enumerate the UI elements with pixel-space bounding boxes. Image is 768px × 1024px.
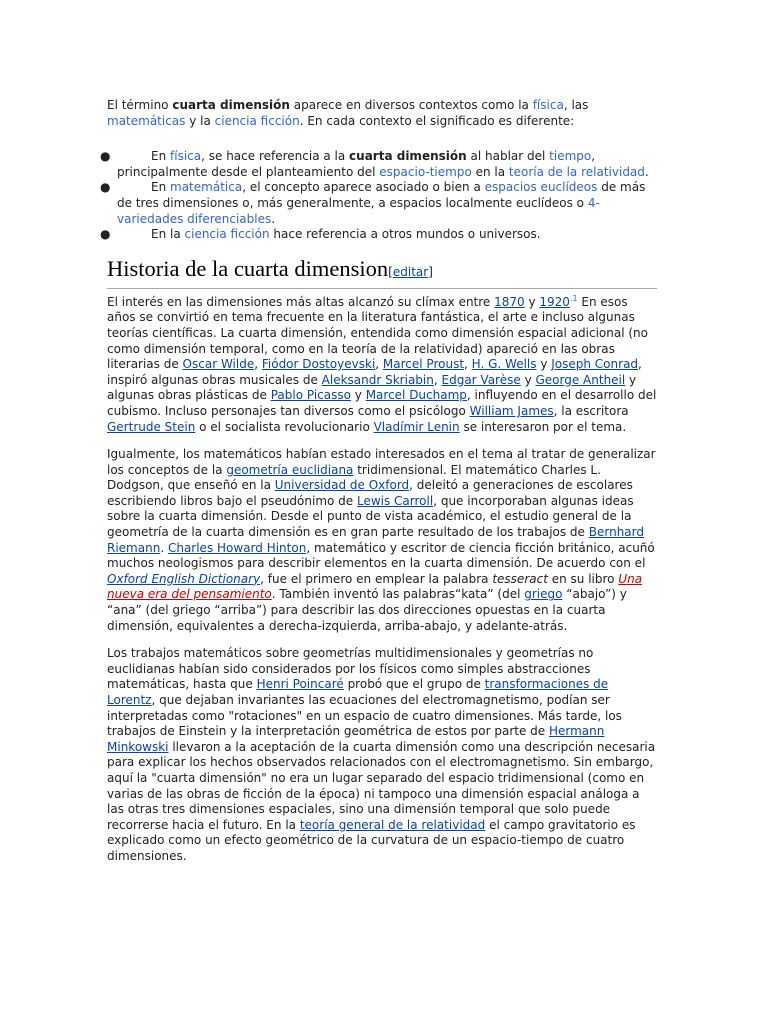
text: , el concepto aparece asociado o bien a bbox=[242, 180, 485, 195]
link-lenin[interactable]: Vladímir Lenin bbox=[373, 419, 460, 434]
text: tridimensional. El matemático Charles L. Dodgson, que enseñó en la bbox=[107, 462, 601, 493]
text: se interesaron por el tema. bbox=[459, 419, 627, 434]
text: El interés en las dimensiones más altas alcanzó su clímax entre bbox=[107, 294, 495, 309]
edit-link[interactable]: editar bbox=[392, 264, 429, 279]
link-gertrude-stein[interactable]: Gertrude Stein bbox=[107, 419, 196, 434]
bullet-icon: ● bbox=[100, 149, 111, 164]
text: , que incorporaban algunas ideas sobre la cuarta dimensión. Desde el punto de vista académico, el estudio general de la geometría de la cuarta dimensión es en gran parte resultado de los trabajos de bbox=[107, 493, 634, 540]
link-duchamp[interactable]: Marcel Duchamp bbox=[365, 388, 467, 403]
text: En esos años se convirtió en tema frecuente en la literatura fantástica, el arte e incluso algunas teorías científicas. La cuarta dimensión, entendida como dimensión espacial adicional (no como dimensión temporal, como en la teoría de la relatividad) apareció en las obras literarias de bbox=[107, 294, 649, 372]
link-espacio-tiempo[interactable]: espacio-tiempo bbox=[379, 164, 472, 179]
link-conrad[interactable]: Joseph Conrad bbox=[551, 357, 639, 372]
text: el campo gravitatorio es explicado como un efecto geométrico de la curvatura de un espacio-tiempo de cuatro dimensiones. bbox=[107, 817, 636, 863]
link-proust[interactable]: Marcel Proust bbox=[382, 357, 465, 372]
link-relatividad-general[interactable]: teoría general de la relatividad bbox=[299, 817, 486, 832]
text: En bbox=[151, 180, 171, 195]
link-fisica[interactable]: física bbox=[170, 149, 202, 164]
text: , que dejaban invariantes las ecuaciones del electromagnetismo, podían ser interpretadas como "rotaciones" en un espacio de cuatro dimensiones. Más tarde, los trabajos de Einstein y la interpretación geométrica de estos por parte de bbox=[107, 693, 622, 739]
bracket-close: ] bbox=[428, 264, 433, 279]
link-oscar-wilde[interactable]: Oscar Wilde bbox=[182, 357, 255, 372]
text: y bbox=[536, 357, 552, 372]
text: y bbox=[520, 372, 536, 387]
link-1920[interactable]: 1920 bbox=[539, 294, 570, 309]
text: Los trabajos matemáticos sobre geometrías multidimensionales y geometrías no euclidianas habían sido considerados por los físicos como simples abstracciones matemáticas, hasta que bbox=[107, 646, 594, 692]
text: , influyendo en el desarrollo del cubismo. Incluso personajes tan diversos como el psicólogo bbox=[107, 388, 657, 418]
link-oed[interactable]: Oxford English Dictionary bbox=[107, 571, 261, 586]
bold-term: cuarta dimensión bbox=[349, 149, 467, 164]
text: , bbox=[433, 372, 442, 387]
italic-term: tesseract bbox=[492, 571, 548, 586]
link-teoria-relatividad[interactable]: teoría de la relatividad bbox=[508, 164, 645, 179]
text: . bbox=[644, 164, 649, 179]
link-picasso[interactable]: Pablo Picasso bbox=[270, 388, 351, 403]
link-fisica[interactable]: física bbox=[532, 98, 564, 112]
bracket-open: [ bbox=[388, 264, 393, 279]
context-list bbox=[100, 149, 657, 243]
link-dostoyevski[interactable]: Fiódor Dostoyevski bbox=[261, 357, 376, 372]
bold-term: cuarta dimensión bbox=[172, 98, 290, 112]
link-griego[interactable]: griego bbox=[524, 587, 563, 602]
text: y algunas obras plásticas de bbox=[107, 372, 637, 403]
text: y bbox=[350, 388, 366, 403]
link-riemann[interactable]: Bernhard Riemann bbox=[107, 525, 644, 555]
text: y bbox=[524, 294, 540, 309]
text: , bbox=[254, 357, 262, 372]
link-espacios-euclideos[interactable]: espacios euclídeos bbox=[484, 180, 598, 195]
link-nueva-era[interactable]: Una nueva era del pensamiento bbox=[107, 571, 643, 602]
list-item bbox=[100, 227, 657, 243]
paragraph-1 bbox=[107, 295, 657, 435]
footnote-ref[interactable]: .1 bbox=[569, 293, 578, 303]
text: y la bbox=[185, 113, 215, 128]
link-ciencia-ficcion[interactable]: ciencia ficción bbox=[184, 227, 270, 242]
text: El término bbox=[107, 98, 173, 112]
text: o el socialista revolucionario bbox=[195, 419, 374, 434]
text: , la escritora bbox=[553, 403, 629, 418]
text: , principalmente desde el planteamiento del bbox=[117, 149, 596, 179]
text: aparece en diversos contextos como la bbox=[289, 98, 533, 112]
text: . bbox=[271, 211, 276, 226]
edit-bracket bbox=[388, 265, 433, 279]
link-1870[interactable]: 1870 bbox=[494, 294, 525, 309]
text: hace referencia a otros mundos o universos. bbox=[269, 227, 541, 242]
text: , bbox=[375, 357, 383, 372]
text: . En cada contexto el significado es diferente: bbox=[299, 113, 575, 128]
text: , inspiró algunas obras musicales de bbox=[107, 357, 642, 387]
link-hinton[interactable]: Charles Howard Hinton bbox=[167, 540, 307, 555]
link-minkowski[interactable]: Hermann Minkowski bbox=[107, 724, 605, 754]
link-skriabin[interactable]: Aleksandr Skriabin bbox=[321, 372, 434, 387]
text: . También inventó las palabras“kata” (del bbox=[271, 587, 525, 602]
link-lewis-carroll[interactable]: Lewis Carroll bbox=[356, 493, 434, 508]
text: En la bbox=[151, 227, 185, 242]
list-item bbox=[100, 180, 657, 227]
text: , deleitó a generaciones de escolares escribiendo libros bajo el pseudónimo de bbox=[107, 478, 633, 508]
link-oxford[interactable]: Universidad de Oxford bbox=[274, 478, 410, 493]
paragraph-2 bbox=[107, 447, 657, 634]
text: al hablar del bbox=[466, 149, 550, 164]
text: llevaron a la aceptación de la cuarta dimensión como una descripción necesaria para explicar los hechos observados relacionados con el electromagnetismo. Sin embargo, aquí la "cuarta dimensión" no era un lugar separado del espacio tridimensional (como en varias de las obras de ficción de la época) ni tampoco una dimensión espacial análoga a las otras tres dimensiones espaciales, sino una dimensión temporal que solo puede recorrerse hacia el futuro. En la bbox=[107, 739, 656, 832]
text: , fue el primero en emplear la palabra bbox=[260, 571, 493, 586]
bullet-icon: ● bbox=[100, 227, 111, 242]
list-item bbox=[100, 149, 657, 180]
link-wells[interactable]: H. G. Wells bbox=[471, 357, 537, 372]
link-antheil[interactable]: George Antheil bbox=[535, 372, 626, 387]
link-ciencia-ficcion[interactable]: ciencia ficción bbox=[214, 113, 300, 128]
section-title: Historia de la cuarta dimension bbox=[107, 255, 389, 281]
link-tiempo[interactable]: tiempo bbox=[549, 149, 592, 164]
text: “abajo”) y “ana” (del griego “arriba”) para describir las dos direcciones opuestas en la cuarta dimensión, equivalentes a derecha-izquierda, arriba-abajo, y adelante-atrás. bbox=[107, 587, 627, 633]
bullet-icon: ● bbox=[100, 180, 111, 195]
text: . bbox=[160, 540, 168, 555]
article bbox=[100, 98, 657, 877]
link-william-james[interactable]: William James bbox=[469, 403, 554, 418]
link-geometria-euclidiana[interactable]: geometría euclidiana bbox=[226, 462, 354, 477]
text: , las bbox=[563, 98, 589, 112]
link-4-variedades[interactable]: 4-variedades diferenciables bbox=[117, 195, 600, 226]
link-varese[interactable]: Edgar Varèse bbox=[441, 372, 521, 387]
text: en su libro bbox=[547, 571, 619, 586]
text: probó que el grupo de bbox=[343, 677, 485, 692]
link-poincare[interactable]: Henri Poincaré bbox=[256, 677, 344, 692]
paragraph-3 bbox=[107, 646, 657, 864]
text: en la bbox=[471, 164, 509, 179]
text: , bbox=[464, 357, 472, 372]
link-matematica[interactable]: matemática bbox=[170, 180, 243, 195]
section-heading bbox=[107, 255, 657, 289]
intro-paragraph bbox=[107, 98, 657, 129]
text: de más de tres dimensiones o, más generalmente, a espacios localmente euclídeos o bbox=[117, 180, 646, 210]
text: En bbox=[151, 149, 171, 164]
link-matematicas[interactable]: matemáticas bbox=[107, 113, 186, 128]
text: , matemático y escritor de ciencia ficción británico, acuñó muchos neologismos para describir elementos en la cuarta dimensión. De acuerdo con el bbox=[107, 540, 655, 571]
text: Igualmente, los matemáticos habían estado interesados en el tema al tratar de generalizar los conceptos de la bbox=[107, 447, 656, 477]
text: , se hace referencia a la bbox=[201, 149, 350, 164]
link-lorentz[interactable]: transformaciones de Lorentz bbox=[107, 677, 609, 707]
